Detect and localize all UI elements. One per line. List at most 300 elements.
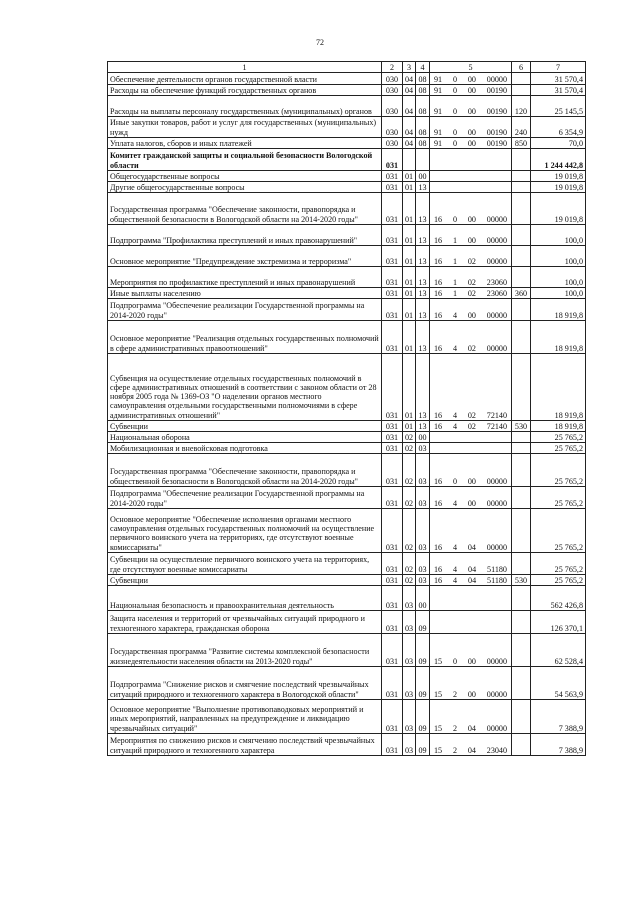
target-code-part: 23040 [486, 745, 507, 755]
row-name: Основное мероприятие "Обеспечение исполнения органами местного самоуправления отдельных государственных полномочий на осуществление первичного воинского учета на территориях, где отсутствуют военные комиссариаты" [108, 509, 382, 553]
target-code-part: 00 [467, 476, 476, 486]
row-name: Основное мероприятие "Реализация отдельных государственных полномочий в сфере административных правоотношений" [108, 321, 382, 354]
row-vr [512, 700, 531, 734]
target-code-parts [432, 499, 509, 508]
row-amount: 25 765,2 [531, 553, 586, 575]
table-body [108, 73, 586, 756]
row-pr: 03 [416, 553, 430, 575]
row-vr [512, 321, 531, 354]
target-code-parts [432, 477, 509, 486]
target-code-parts [432, 576, 509, 585]
row-amount: 19 019,8 [531, 193, 586, 225]
row-target-code [430, 225, 512, 246]
row-target-code [430, 182, 512, 193]
row-rz: 03 [403, 611, 416, 634]
target-code-part: 00190 [486, 85, 507, 95]
row-gr: 031 [382, 553, 403, 575]
row-amount: 126 370,1 [531, 611, 586, 634]
row-amount: 25 145,5 [531, 96, 586, 117]
row-amount: 19 019,8 [531, 182, 586, 193]
target-code-part: 00000 [486, 235, 507, 245]
row-gr: 031 [382, 182, 403, 193]
row-pr: 08 [416, 96, 430, 117]
row-pr: 13 [416, 246, 430, 267]
target-code-part: 4 [452, 421, 457, 431]
row-target-code [430, 246, 512, 267]
row-rz: 02 [403, 553, 416, 575]
target-code-part: 51180 [487, 575, 507, 585]
row-gr: 031 [382, 421, 403, 432]
table-row [108, 117, 586, 138]
row-gr: 031 [382, 443, 403, 454]
row-target-code [430, 117, 512, 138]
page-number: 72 [316, 38, 324, 47]
row-amount: 562 426,8 [531, 586, 586, 611]
row-amount: 18 919,8 [531, 421, 586, 432]
table-row [108, 225, 586, 246]
row-rz: 01 [403, 171, 416, 182]
target-code-parts [432, 75, 509, 84]
target-code-parts [432, 128, 509, 137]
target-code-part: 0 [452, 85, 457, 95]
row-pr: 03 [416, 509, 430, 553]
row-target-code [430, 299, 512, 321]
row-amount: 25 765,2 [531, 509, 586, 553]
row-target-code [430, 288, 512, 299]
row-vr [512, 149, 531, 171]
table-row [108, 421, 586, 432]
target-code-part: 0 [452, 214, 457, 224]
target-code-part: 15 [434, 723, 443, 733]
row-pr: 00 [416, 432, 430, 443]
row-name: Уплата налогов, сборов и иных платежей [108, 138, 382, 149]
target-code-part: 4 [452, 542, 457, 552]
table-row [108, 182, 586, 193]
target-code-parts [432, 86, 509, 95]
target-code-parts [432, 344, 509, 353]
table-row [108, 443, 586, 454]
row-pr: 09 [416, 667, 430, 700]
row-gr: 030 [382, 117, 403, 138]
row-pr: 03 [416, 575, 430, 586]
table-row [108, 454, 586, 487]
row-rz: 02 [403, 575, 416, 586]
row-target-code [430, 321, 512, 354]
target-code-part: 23060 [486, 277, 507, 287]
target-code-part: 1 [452, 288, 457, 298]
row-amount: 70,0 [531, 138, 586, 149]
row-rz: 01 [403, 299, 416, 321]
row-amount: 18 919,8 [531, 354, 586, 421]
target-code-part: 91 [434, 138, 443, 148]
row-target-code [430, 509, 512, 553]
target-code-parts [432, 236, 509, 245]
row-rz: 03 [403, 586, 416, 611]
header-cell-6: 6 [512, 62, 531, 73]
target-code-part: 00000 [486, 656, 507, 666]
row-name: Общегосударственные вопросы [108, 171, 382, 182]
target-code-part: 0 [452, 656, 457, 666]
table-row [108, 299, 586, 321]
row-pr: 09 [416, 700, 430, 734]
target-code-part: 04 [468, 575, 477, 585]
row-pr: 09 [416, 734, 430, 756]
target-code-parts [432, 278, 509, 287]
row-rz: 03 [403, 700, 416, 734]
target-code-part: 00 [467, 74, 476, 84]
row-vr [512, 667, 531, 700]
row-target-code [430, 586, 512, 611]
table-row [108, 354, 586, 421]
header-cell-1: 1 [108, 62, 382, 73]
target-code-part: 0 [452, 138, 457, 148]
row-target-code [430, 700, 512, 734]
row-gr: 031 [382, 267, 403, 288]
row-amount: 100,0 [531, 288, 586, 299]
row-rz: 02 [403, 432, 416, 443]
row-target-code [430, 354, 512, 421]
row-vr [512, 73, 531, 85]
target-code-part: 4 [452, 343, 457, 353]
target-code-part: 02 [467, 421, 476, 431]
header-cell-2: 2 [382, 62, 403, 73]
row-target-code [430, 734, 512, 756]
row-vr [512, 454, 531, 487]
row-target-code [430, 267, 512, 288]
row-pr: 03 [416, 443, 430, 454]
row-pr: 08 [416, 85, 430, 96]
row-rz: 04 [403, 117, 416, 138]
header-cell-7: 7 [531, 62, 586, 73]
row-rz: 04 [403, 85, 416, 96]
table-row [108, 85, 586, 96]
row-pr: 03 [416, 487, 430, 509]
row-vr: 240 [512, 117, 531, 138]
row-gr: 030 [382, 85, 403, 96]
row-target-code [430, 432, 512, 443]
row-amount: 7 388,9 [531, 700, 586, 734]
target-code-parts [432, 289, 509, 298]
row-name: Расходы на выплаты персоналу государственных (муниципальных) органов [108, 96, 382, 117]
target-code-part: 1 [452, 235, 457, 245]
row-target-code [430, 96, 512, 117]
target-code-part: 51180 [487, 564, 507, 574]
row-pr: 13 [416, 193, 430, 225]
target-code-part: 72140 [486, 421, 507, 431]
row-amount: 100,0 [531, 225, 586, 246]
target-code-part: 16 [434, 421, 443, 431]
row-name: Государственная программа "Обеспечение законности, правопорядка и общественной безопасности в Вологодской области на 2014-2020 годы" [108, 454, 382, 487]
table-row [108, 149, 586, 171]
row-amount: 31 570,4 [531, 73, 586, 85]
row-name: Основное мероприятие "Предупреждение экстремизма и терроризма" [108, 246, 382, 267]
row-name: Мероприятия по снижению рисков и смягчению последствий чрезвычайных ситуаций природного и техногенного характера [108, 734, 382, 756]
header-cell-3: 3 [403, 62, 416, 73]
row-name: Подпрограмма "Снижение рисков и смягчение последствий чрезвычайных ситуаций природного и техногенного характера в Вологодской области" [108, 667, 382, 700]
table-row [108, 487, 586, 509]
row-amount: 100,0 [531, 246, 586, 267]
row-vr [512, 246, 531, 267]
row-rz: 02 [403, 487, 416, 509]
table-row [108, 509, 586, 553]
row-name: Государственная программа "Развитие системы комплексной безопасности жизнедеятельности населения области на 2013-2020 годы" [108, 634, 382, 667]
target-code-part: 4 [452, 498, 457, 508]
target-code-part: 16 [434, 310, 443, 320]
row-pr: 13 [416, 354, 430, 421]
table-row [108, 553, 586, 575]
target-code-parts [432, 543, 509, 552]
target-code-part: 00 [467, 85, 476, 95]
target-code-part: 16 [434, 343, 443, 353]
row-target-code [430, 454, 512, 487]
target-code-part: 00000 [486, 723, 507, 733]
row-rz: 01 [403, 354, 416, 421]
target-code-parts [432, 657, 509, 666]
row-gr: 031 [382, 354, 403, 421]
row-target-code [430, 553, 512, 575]
target-code-part: 02 [467, 410, 476, 420]
target-code-part: 91 [434, 127, 443, 137]
target-code-part: 91 [434, 74, 443, 84]
row-pr: 00 [416, 586, 430, 611]
row-pr: 13 [416, 299, 430, 321]
target-code-part: 00 [467, 138, 476, 148]
row-rz: 04 [403, 73, 416, 85]
target-code-part: 00 [467, 310, 476, 320]
target-code-part: 00 [467, 689, 476, 699]
row-target-code [430, 634, 512, 667]
row-rz: 04 [403, 96, 416, 117]
row-rz: 01 [403, 267, 416, 288]
target-code-part: 00000 [486, 256, 507, 266]
row-amount: 18 919,8 [531, 321, 586, 354]
row-name: Национальная безопасность и правоохранительная деятельность [108, 586, 382, 611]
table-row [108, 246, 586, 267]
target-code-part: 00000 [486, 310, 507, 320]
row-vr [512, 299, 531, 321]
row-rz: 02 [403, 454, 416, 487]
row-target-code [430, 73, 512, 85]
table-row [108, 73, 586, 85]
target-code-parts [432, 422, 509, 431]
target-code-parts [432, 139, 509, 148]
row-target-code [430, 487, 512, 509]
table-row [108, 634, 586, 667]
table-row [108, 267, 586, 288]
budget-table [107, 61, 586, 756]
row-rz: 01 [403, 182, 416, 193]
row-vr [512, 509, 531, 553]
row-amount: 6 354,9 [531, 117, 586, 138]
row-amount: 100,0 [531, 267, 586, 288]
target-code-part: 16 [434, 214, 443, 224]
row-target-code [430, 611, 512, 634]
row-gr: 031 [382, 149, 403, 171]
target-code-parts [432, 746, 509, 755]
target-code-part: 4 [453, 575, 458, 585]
row-vr [512, 443, 531, 454]
row-vr [512, 634, 531, 667]
row-target-code [430, 193, 512, 225]
row-amount: 54 563,9 [531, 667, 586, 700]
target-code-parts [432, 311, 509, 320]
target-code-part: 2 [452, 723, 457, 733]
target-code-part: 15 [434, 745, 443, 755]
row-vr [512, 553, 531, 575]
row-target-code [430, 149, 512, 171]
target-code-part: 16 [434, 498, 443, 508]
row-amount: 31 570,4 [531, 85, 586, 96]
row-vr [512, 171, 531, 182]
target-code-parts [432, 257, 509, 266]
row-rz: 01 [403, 246, 416, 267]
row-name: Мобилизационная и вневойсковая подготовка [108, 443, 382, 454]
target-code-part: 4 [453, 564, 458, 574]
target-code-part: 04 [467, 542, 476, 552]
row-vr [512, 487, 531, 509]
row-gr: 031 [382, 667, 403, 700]
table-row [108, 700, 586, 734]
row-pr: 08 [416, 73, 430, 85]
row-target-code [430, 575, 512, 586]
target-code-parts [432, 565, 509, 574]
target-code-part: 0 [452, 74, 457, 84]
row-pr: 13 [416, 225, 430, 246]
target-code-part: 1 [452, 277, 457, 287]
target-code-part: 16 [434, 542, 443, 552]
target-code-part: 00000 [486, 542, 507, 552]
row-name: Государственная программа "Обеспечение законности, правопорядка и общественной безопасности в Вологодской области на 2014-2020 годы" [108, 193, 382, 225]
row-target-code [430, 138, 512, 149]
row-name: Национальная оборона [108, 432, 382, 443]
row-pr: 00 [416, 171, 430, 182]
row-rz: 03 [403, 734, 416, 756]
row-name: Другие общегосударственные вопросы [108, 182, 382, 193]
table-row [108, 138, 586, 149]
row-name: Иные закупки товаров, работ и услуг для государственных (муниципальных) нужд [108, 117, 382, 138]
row-amount: 19 019,8 [531, 171, 586, 182]
target-code-part: 72140 [486, 410, 507, 420]
row-target-code [430, 85, 512, 96]
row-pr: 13 [416, 182, 430, 193]
row-amount: 62 528,4 [531, 634, 586, 667]
table-row [108, 432, 586, 443]
row-rz: 01 [403, 193, 416, 225]
row-vr: 850 [512, 138, 531, 149]
row-pr: 08 [416, 138, 430, 149]
target-code-part: 00 [467, 235, 476, 245]
row-name: Расходы на обеспечение функций государственных органов [108, 85, 382, 96]
row-vr [512, 85, 531, 96]
row-amount: 25 765,2 [531, 443, 586, 454]
target-code-parts [432, 724, 509, 733]
row-amount: 25 765,2 [531, 432, 586, 443]
target-code-part: 00190 [486, 127, 507, 137]
table-row [108, 667, 586, 700]
row-name: Иные выплаты населению [108, 288, 382, 299]
row-name: Основное мероприятие "Выполнение противопаводковых мероприятий и иных мероприятий, направленных на предупреждение и ликвидацию чрезвычайных ситуаций" [108, 700, 382, 734]
row-gr: 031 [382, 193, 403, 225]
row-gr: 031 [382, 575, 403, 586]
target-code-part: 16 [434, 277, 443, 287]
target-code-part: 16 [434, 564, 443, 574]
row-pr [416, 149, 430, 171]
row-name: Защита населения и территорий от чрезвычайных ситуаций природного и техногенного характера, гражданская оборона [108, 611, 382, 634]
row-pr: 13 [416, 421, 430, 432]
target-code-part: 16 [434, 476, 443, 486]
row-gr: 031 [382, 734, 403, 756]
target-code-part: 15 [434, 656, 443, 666]
row-rz: 01 [403, 321, 416, 354]
target-code-part: 00 [467, 127, 476, 137]
row-gr: 031 [382, 288, 403, 299]
row-vr: 530 [512, 575, 531, 586]
target-code-part: 00190 [486, 106, 507, 116]
row-vr: 360 [512, 288, 531, 299]
row-name: Субвенции [108, 421, 382, 432]
row-amount: 7 388,9 [531, 734, 586, 756]
target-code-part: 00 [467, 106, 476, 116]
row-target-code [430, 667, 512, 700]
row-name: Подпрограмма "Обеспечение реализации Государственной программы на 2014-2020 годы" [108, 487, 382, 509]
row-amount: 25 765,2 [531, 575, 586, 586]
row-vr [512, 432, 531, 443]
table-row [108, 96, 586, 117]
row-vr [512, 267, 531, 288]
row-name: Комитет гражданской защиты и социальной безопасности Вологодской области [108, 149, 382, 171]
row-name: Мероприятия по профилактике преступлений и иных правонарушений [108, 267, 382, 288]
target-code-part: 16 [434, 575, 443, 585]
target-code-part: 00000 [486, 74, 507, 84]
header-cell-4: 4 [416, 62, 430, 73]
row-pr: 13 [416, 267, 430, 288]
target-code-part: 2 [452, 745, 457, 755]
row-pr: 09 [416, 634, 430, 667]
table-row [108, 611, 586, 634]
row-gr: 031 [382, 432, 403, 443]
row-vr: 120 [512, 96, 531, 117]
row-vr [512, 193, 531, 225]
row-pr: 13 [416, 288, 430, 299]
target-code-part: 91 [434, 85, 443, 95]
target-code-part: 16 [434, 256, 443, 266]
target-code-parts [432, 215, 509, 224]
target-code-part: 02 [467, 343, 476, 353]
row-amount: 18 919,8 [531, 299, 586, 321]
row-rz: 02 [403, 443, 416, 454]
row-target-code [430, 421, 512, 432]
row-rz [403, 149, 416, 171]
row-name: Обеспечение деятельности органов государственной власти [108, 73, 382, 85]
target-code-part: 00 [467, 498, 476, 508]
row-vr: 530 [512, 421, 531, 432]
row-name: Субвенции [108, 575, 382, 586]
target-code-part: 1 [452, 256, 457, 266]
row-amount: 1 244 442,8 [531, 149, 586, 171]
row-gr: 031 [382, 171, 403, 182]
target-code-part: 4 [452, 410, 457, 420]
target-code-part: 00190 [486, 138, 507, 148]
row-target-code [430, 171, 512, 182]
row-rz: 03 [403, 634, 416, 667]
target-code-part: 02 [467, 256, 476, 266]
row-rz: 04 [403, 138, 416, 149]
row-vr [512, 182, 531, 193]
target-code-parts [432, 411, 509, 420]
target-code-part: 15 [434, 689, 443, 699]
target-code-part: 0 [452, 106, 457, 116]
row-vr [512, 354, 531, 421]
